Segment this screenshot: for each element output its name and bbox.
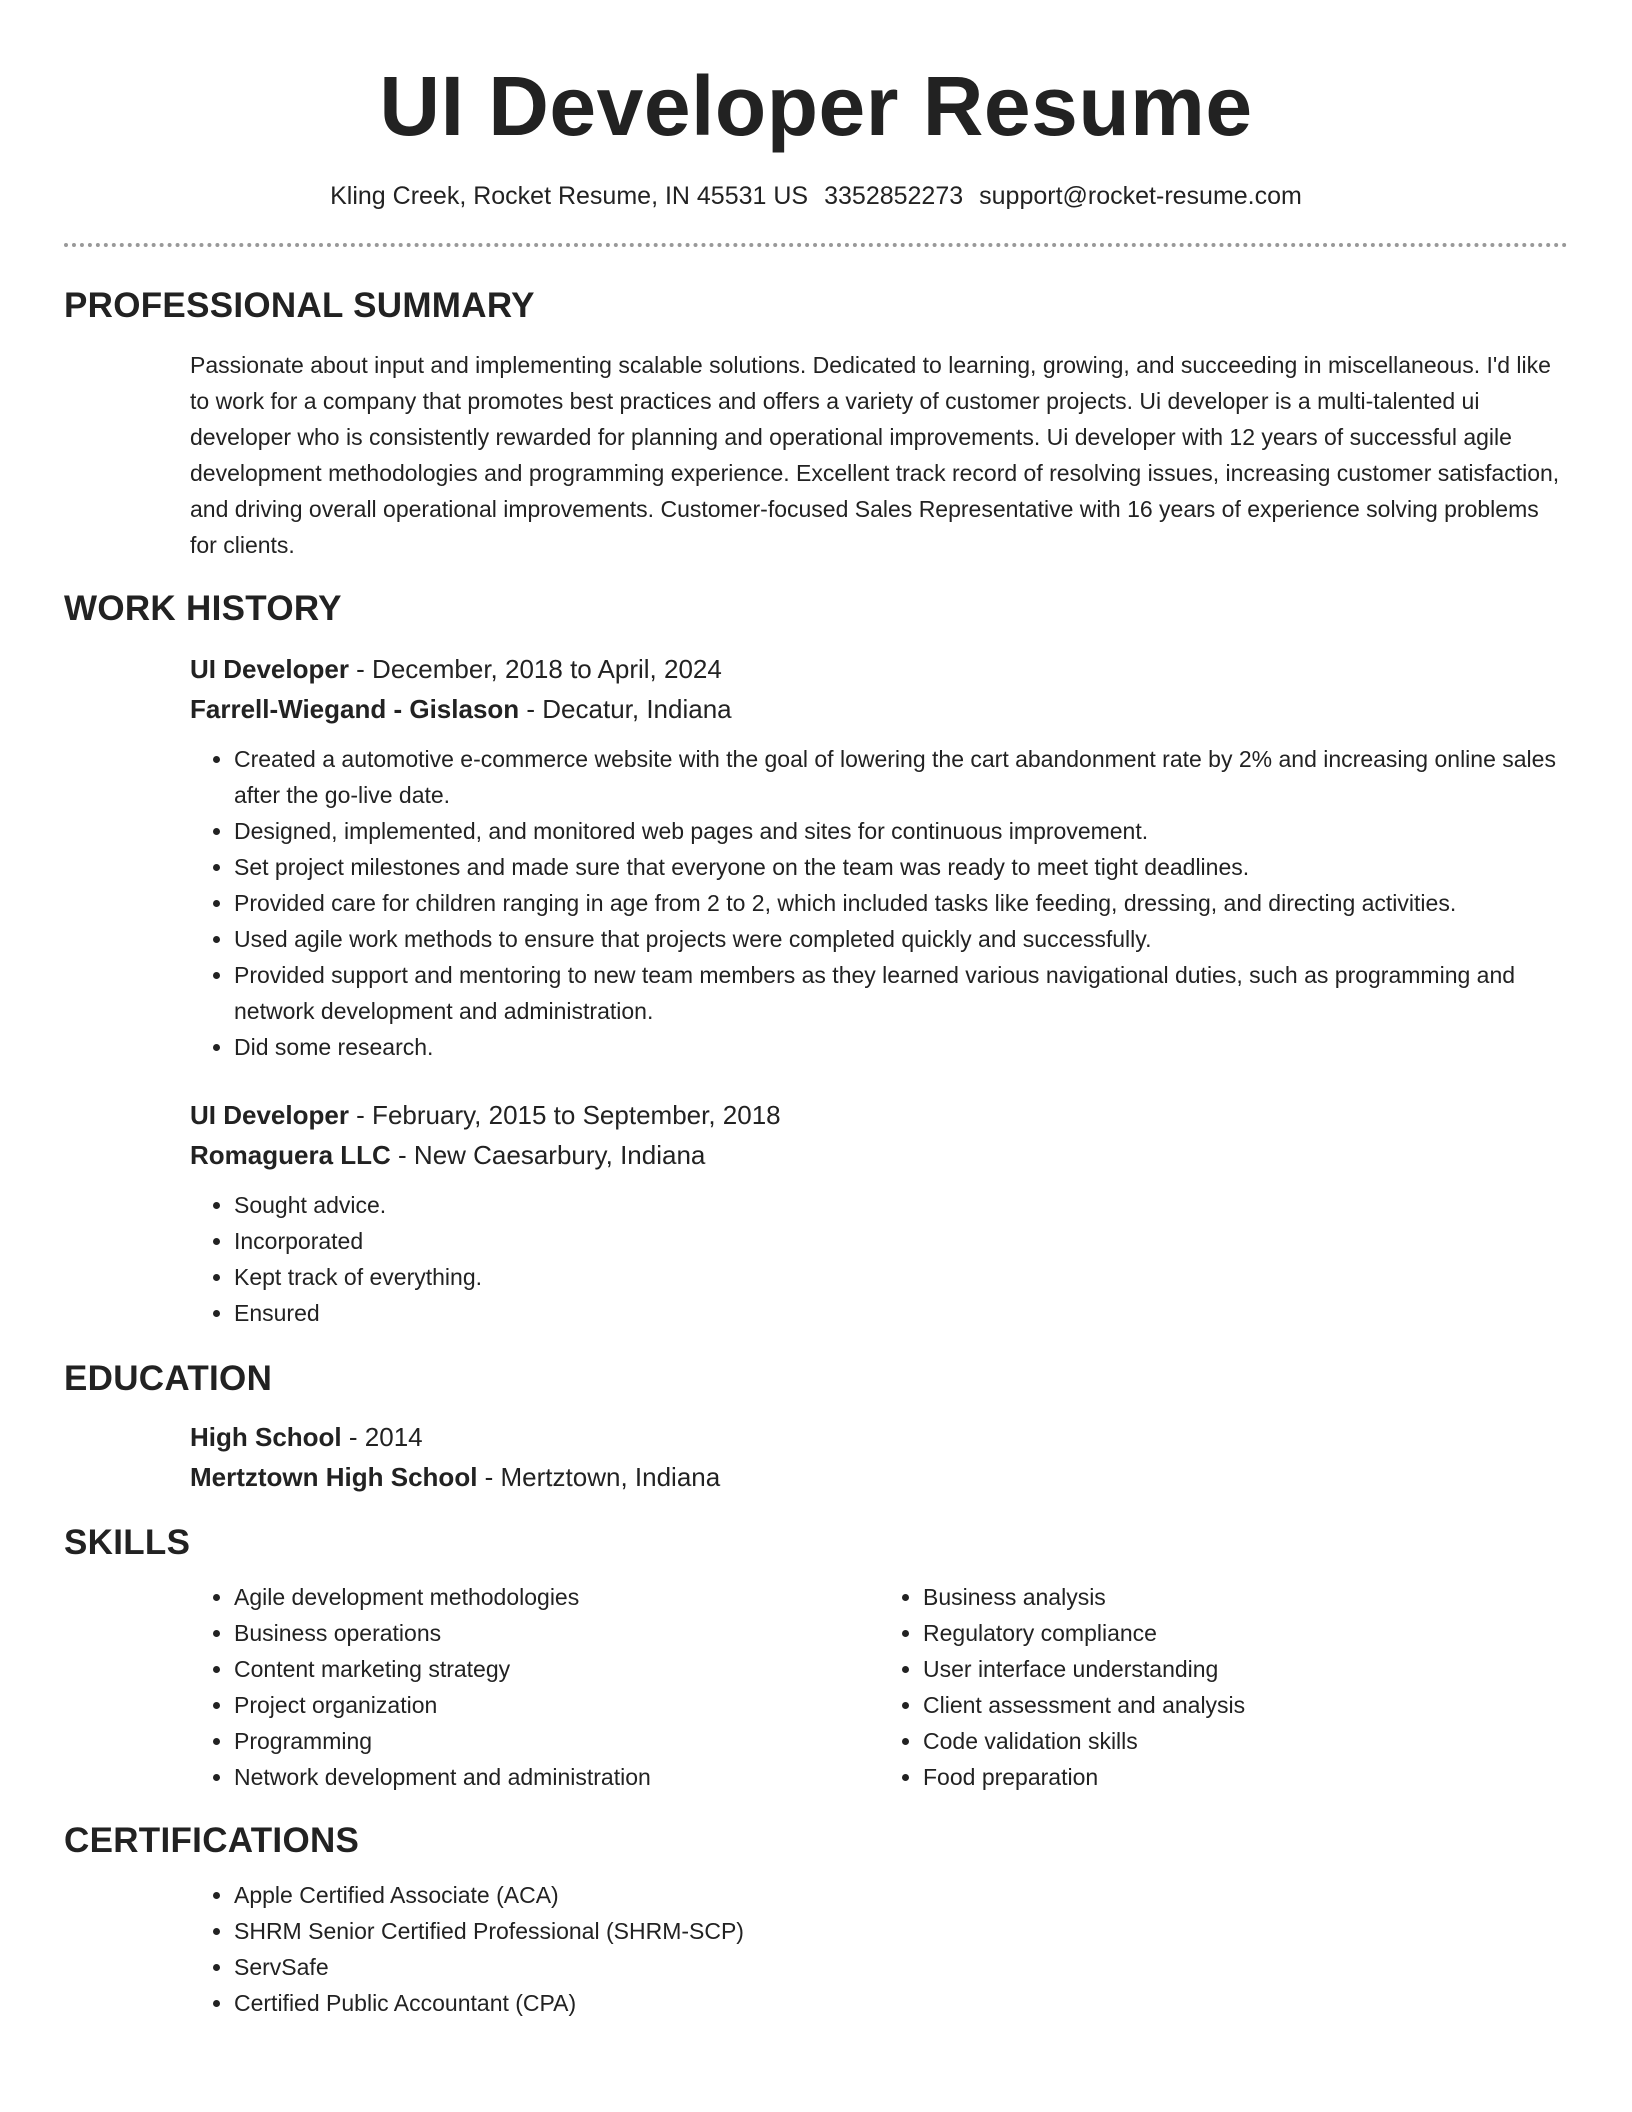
list-item: • Used agile work methods to ensure that projects were completed quickly and successfully. xyxy=(234,921,1568,957)
certifications-section xyxy=(64,1819,1568,2021)
list-item: • Network development and administration xyxy=(234,1759,879,1795)
list-item: • ServSafe xyxy=(234,1949,1568,1985)
list-item: • Set project milestones and made sure that everyone on the team was ready to meet tight deadlines. xyxy=(234,849,1568,885)
job-duties-list xyxy=(190,741,1568,1065)
list-item: • Did some research. xyxy=(234,1029,1568,1065)
list-item: • User interface understanding xyxy=(923,1651,1568,1687)
job-location: - New Caesarbury, Indiana xyxy=(390,1140,706,1170)
education-heading: EDUCATION xyxy=(64,1359,273,1398)
header-divider xyxy=(64,243,1568,247)
job-duties-list xyxy=(190,1187,1568,1331)
education-degree-line xyxy=(190,1417,1568,1457)
skills-list-left xyxy=(190,1579,879,1795)
job-title: UI Developer xyxy=(190,1100,349,1130)
education-degree: High School xyxy=(190,1422,342,1452)
job-dates: - February, 2015 to September, 2018 xyxy=(348,1100,781,1130)
contact-address: Kling Creek, Rocket Resume, IN 45531 US xyxy=(330,182,809,210)
list-item: • Project organization xyxy=(234,1687,879,1723)
list-item: • Code validation skills xyxy=(923,1723,1568,1759)
list-item: • Kept track of everything. xyxy=(234,1259,1568,1295)
job-company-line xyxy=(190,689,1568,729)
summary-heading: PROFESSIONAL SUMMARY xyxy=(64,286,535,325)
list-item: • Content marketing strategy xyxy=(234,1651,879,1687)
job-entry xyxy=(190,1095,1568,1331)
resume-title: UI Developer Resume xyxy=(379,59,1253,153)
job-location: - Decatur, Indiana xyxy=(519,694,732,724)
list-item: • Agile development methodologies xyxy=(234,1579,879,1615)
list-item: • Provided support and mentoring to new team members as they learned various navigational duties, such as programming and network development and administration. xyxy=(234,957,1568,1029)
list-item: • Designed, implemented, and monitored web pages and sites for continuous improvement. xyxy=(234,813,1568,849)
job-title-line xyxy=(190,1095,1568,1135)
summary-section xyxy=(64,284,1568,563)
contact-phone: 3352852273 xyxy=(824,182,964,210)
list-item: • Programming xyxy=(234,1723,879,1759)
job-company: Farrell-Wiegand - Gislason xyxy=(190,694,520,724)
education-year: - 2014 xyxy=(341,1422,423,1452)
summary-text: Passionate about input and implementing scalable solutions. Dedicated to learning, growing, and succeeding in miscellaneous. I'd like to work for a company that promotes best practices and offers a variety of customer projects. Ui developer is a multi-talented ui developer who is consistently rewarded for planning and operational improvements. Ui developer with 12 years of successful agile development methodologies and programming experience. Excellent track record of resolving issues, increasing customer satisfaction, and driving overall operational improvements. Customer-focused Sales Representative with 16 years of experience solving problems for clients. xyxy=(190,352,1560,558)
certifications-body xyxy=(190,1877,1568,2021)
skills-grid xyxy=(190,1579,1568,1795)
list-item: • Created a automotive e-commerce website with the goal of lowering the cart abandonment rate by 2% and increasing online sales after the go-live date. xyxy=(234,741,1568,813)
list-item: • Sought advice. xyxy=(234,1187,1568,1223)
certifications-heading: CERTIFICATIONS xyxy=(64,1821,360,1860)
job-entry xyxy=(190,649,1568,1065)
job-title-line xyxy=(190,649,1568,689)
education-school: Mertztown High School xyxy=(190,1462,478,1492)
list-item: • Client assessment and analysis xyxy=(923,1687,1568,1723)
education-entry xyxy=(190,1417,1568,1497)
skills-list-right xyxy=(879,1579,1568,1795)
certifications-list xyxy=(190,1877,1568,2021)
job-company: Romaguera LLC xyxy=(190,1140,391,1170)
list-item: • Regulatory compliance xyxy=(923,1615,1568,1651)
contact-line xyxy=(64,179,1568,213)
list-item: • Incorporated xyxy=(234,1223,1568,1259)
education-section xyxy=(64,1357,1568,1497)
skills-section xyxy=(64,1521,1568,1795)
work-history-section xyxy=(64,587,1568,1331)
list-item: • Food preparation xyxy=(923,1759,1568,1795)
job-title: UI Developer xyxy=(190,654,349,684)
education-location: - Mertztown, Indiana xyxy=(477,1462,721,1492)
job-company-line xyxy=(190,1135,1568,1175)
summary-body xyxy=(190,347,1568,563)
job-dates: - December, 2018 to April, 2024 xyxy=(348,654,722,684)
list-item: • Certified Public Accountant (CPA) xyxy=(234,1985,1568,2021)
list-item: • Business operations xyxy=(234,1615,879,1651)
education-school-line xyxy=(190,1457,1568,1497)
list-item: • SHRM Senior Certified Professional (SHRM-SCP) xyxy=(234,1913,1568,1949)
contact-email: support@rocket-resume.com xyxy=(979,182,1302,210)
work-history-heading: WORK HISTORY xyxy=(64,589,342,628)
skills-heading: SKILLS xyxy=(64,1523,191,1562)
list-item: • Business analysis xyxy=(923,1579,1568,1615)
list-item: • Apple Certified Associate (ACA) xyxy=(234,1877,1568,1913)
list-item: • Provided care for children ranging in age from 2 to 2, which included tasks like feeding, dressing, and directing activities. xyxy=(234,885,1568,921)
list-item: • Ensured xyxy=(234,1295,1568,1331)
